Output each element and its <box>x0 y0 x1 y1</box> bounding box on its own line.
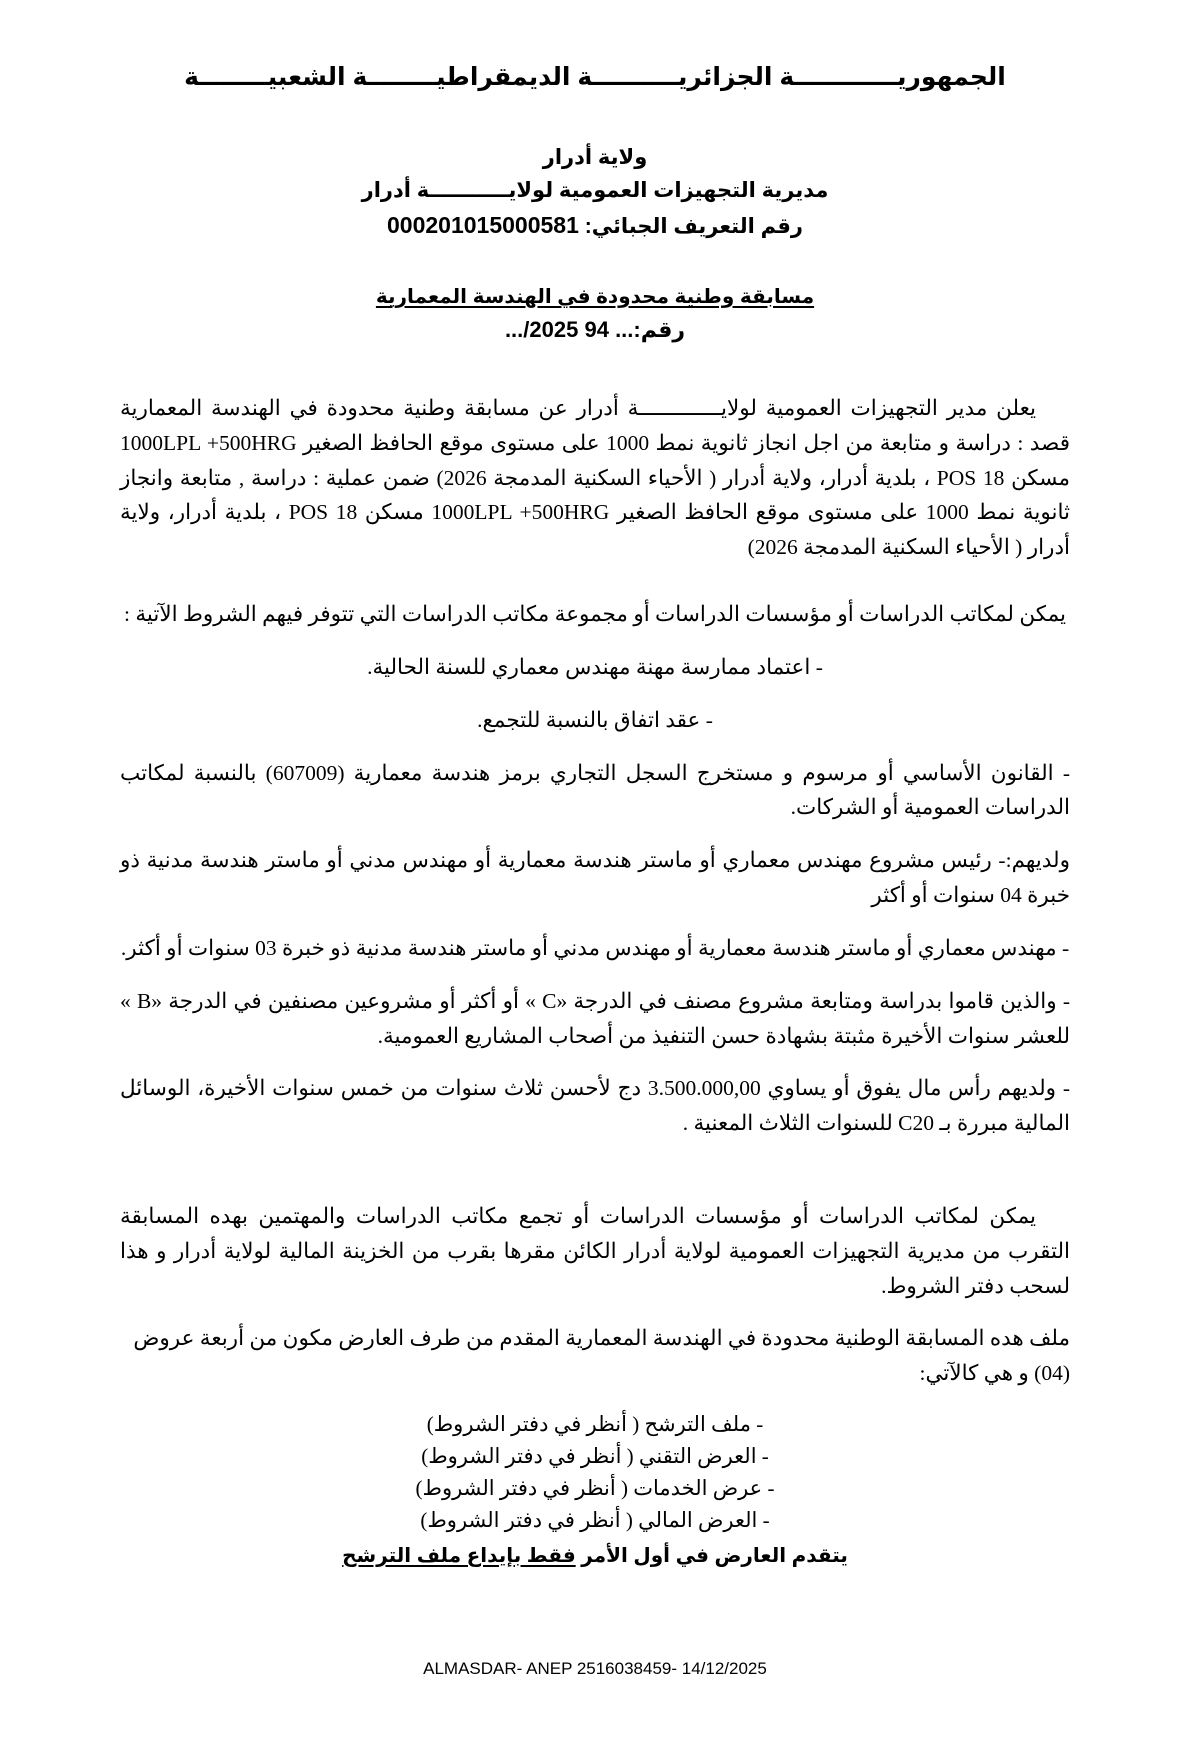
footer-reference: ALMASDAR- ANEP 2516038459- 14/12/2025 <box>423 1659 767 1678</box>
reference-line <box>0 317 1190 343</box>
direction-name: مديرية التجهيزات العمومية لولايـــــــــــة أدرار <box>361 178 829 202</box>
intro-paragraph: يعلن مدير التجهيزات العمومية لولايـــــــــــــة أدرار عن مسابقة وطنية محدودة في الهندسة المعمارية قصد : دراسة و متابعة من اجل انجاز ثانوية نمط 1000 على مستوى موقع الحافظ الصغير 1000LPL +500HRG مسكن POS 18 ، بلدية أدرار، ولاية أدرار ( الأحياء السكنية المدمجة 2026) ضمن عملية : دراسة , متابعة وانجاز ثانوية نمط 1000 على مستوى موقع الحافظ الصغير 1000LPL +500HRG مسكن POS 18 ، بلدية أدرار، ولاية أدرار ( الأحياء السكنية المدمجة 2026) <box>120 395 1071 560</box>
republic-heading: الجمهوريــــــــــــة الجزائريــــــــــة الديمقراطيــــــــة الشعبيــــــــة <box>184 63 1006 91</box>
main-title-row <box>0 284 1190 309</box>
condition-item-3: - القانون الأساسي أو مرسوم و مستخرج السجل التجاري برمز هندسة معمارية (607009) بالنسبة لمكاتب الدراسات العمومية أو الشركات. <box>120 760 1070 820</box>
reference-suffix: .../2025 <box>504 316 579 342</box>
list-item: - عرض الخدمات ( أنظر في دفتر الشروط) <box>415 1475 775 1500</box>
condition-item-4: ولديهم:- رئيس مشروع مهندس معماري أو ماستر هندسة معمارية أو مهندس مدني أو ماستر هندسة مدنية ذو خبرة 04 سنوات أو أكثر <box>120 848 1070 908</box>
final-note-plain: يتقدم العارض في أول الأمر <box>575 1544 848 1567</box>
reference-number: 94 <box>584 316 609 342</box>
withdraw-paragraph: يمكن لمكاتب الدراسات أو مؤسسات الدراسات أو تجمع مكاتب الدراسات والمهتمين بهده المسابقة التقرب من مديرية التجهيزات العمومية لولاية أدرار الكائن مقرها بقرب من الخزينة المالية لولاية أدرار و هذا لسحب دفتر الشروط. <box>120 1203 1070 1298</box>
condition-item-2: - عقد اتفاق بالنسبة للتجمع. <box>477 707 713 732</box>
document-page <box>0 62 1190 1745</box>
tax-id-line <box>0 210 1190 242</box>
condition-item-6: - والذين قاموا بدراسة ومتابعة مشروع مصنف في الدرجة «C » أو أكثر أو مشروعين مصنفين في الدرجة «B » للعشر سنوات الأخيرة مثبتة بشهادة حسن التنفيذ من أصحاب المشاريع العمومية. <box>120 988 1070 1048</box>
title-block <box>0 284 1190 343</box>
spacer <box>120 583 1070 597</box>
eligibility-heading: يمكن لمكاتب الدراسات أو مؤسسات الدراسات أو مجموعة مكاتب الدراسات التي تتوفر فيهم الشروط الآتية : <box>123 602 1066 627</box>
list-item: - ملف الترشح ( أنظر في دفتر الشروط) <box>426 1412 764 1437</box>
document-body <box>120 391 1070 1568</box>
required-files-list <box>120 1409 1070 1537</box>
wilaya-name: ولاية أدرار <box>542 146 648 169</box>
condition-item-7: - ولديهم رأس مال يفوق أو يساوي 3.500.000,00 دج لأحسن ثلاث سنوات من خمس سنوات الأخيرة، الوسائل المالية مبررة بـ C20 للسنوات الثلاث المعنية . <box>120 1076 1070 1136</box>
tax-id-value: 000201015000581 <box>387 211 579 238</box>
page-title: مسابقة وطنية محدودة في الهندسة المعمارية <box>375 285 815 308</box>
spacer <box>120 1159 1070 1199</box>
list-item: - العرض المالي ( أنظر في دفتر الشروط) <box>420 1507 770 1532</box>
tax-id-label: رقم التعريف الجبائي: <box>584 214 803 238</box>
condition-item-5: - مهندس معماري أو ماستر هندسة معمارية أو مهندس مدني أو ماستر هندسة مدنية ذو خبرة 03 سنوات أو أكثر. <box>120 935 1070 960</box>
file-intro-paragraph: ملف هده المسابقة الوطنية محدودة في الهندسة المعمارية المقدم من طرف العارض مكون من أربعة عروض (04) و هي كالآتي: <box>133 1326 1070 1386</box>
final-note <box>120 1543 1070 1568</box>
list-item: - العرض التقني ( أنظر في دفتر الشروط) <box>421 1444 769 1469</box>
reference-prefix: رقم:... <box>615 316 686 342</box>
final-note-underlined: فقط بإيداع ملف الترشح <box>342 1544 576 1567</box>
condition-item-1: - اعتماد ممارسة مهنة مهندس معماري للسنة الحالية. <box>367 654 823 679</box>
organization-block <box>0 144 1190 242</box>
